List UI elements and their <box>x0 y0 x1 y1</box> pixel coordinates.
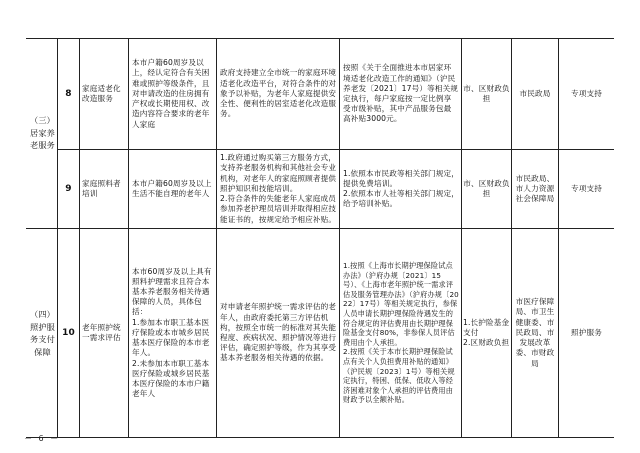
support-type: 专项支持 <box>571 183 602 193</box>
service-table <box>26 38 614 438</box>
row-number: 9 <box>65 183 72 194</box>
col-rule-8 <box>558 38 559 438</box>
funding-unit: 1.长护险基金支付 2.区财政负担 <box>463 317 510 348</box>
col-rule-4 <box>216 38 217 438</box>
funding-unit: 市、区财政负担 <box>463 178 510 198</box>
category-care-payment: （四）照护服务支付保障 <box>30 309 56 357</box>
service-name: 家庭照料者培训 <box>82 178 121 198</box>
support-type: 照护服务 <box>571 327 602 337</box>
responsible-dept: 市医疗保障局、市卫生健康委、市民政局、市发展改革委、市财政局 <box>515 297 555 368</box>
responsible-dept: 市民政局 <box>519 88 551 98</box>
service-name: 家庭适老化改造服务 <box>82 83 121 103</box>
page-number: － 6 － <box>24 434 61 443</box>
support-type: 专项支持 <box>571 88 602 98</box>
category-home-care: （三）居家养老服务 <box>30 115 56 151</box>
service-object: 本市60周岁及以上具有照料护理需求且符合本基本养老服务相关待遇保障的人员，具体包括： 1.参加本市职工基本医疗保险或本市城乡居民基本医疗保险的本市老年人。 2.未参加本市职工基本医疗保险或城乡居民基本医疗保险的本市户籍老年人 <box>132 266 212 399</box>
service-object: 本市户籍60周岁及以上，经认定符合有关困难或照护等级条件，且对申请改造的住房拥有产权或长期使用权、改造内容符合要求的老年人家庭 <box>132 58 210 129</box>
service-content: 政府支持建立全市统一的家庭环境适老化改造平台，对符合条件的对象予以补贴，为老年人家庭提供安全性、便利性的居室适老化改造服务。 <box>220 68 337 119</box>
col-rule-7 <box>511 38 512 438</box>
col-rule-5 <box>339 38 340 438</box>
service-standard: 1.按照《上海市长期护理保险试点办法》（沪府办规〔2021〕15号）、《上海市老年照护统一需求评估及服务管理办法》（沪府办规〔2022〕17号）等相关规定执行，参保人员申请长期护理保险待遇发生的符合规定的评估费用由长期护理保险基金支付80%，非参保人员评估费用由个人承担。 2.按照《关于本市长期护理保险试点有关个人负担费用补贴的通知》（沪民规〔2023〕1号）等相关规定执行，特困、低保、低收入等经济困难对象个人承担的评估费用由财政予以全额补贴。 <box>343 261 459 405</box>
col-rule-3 <box>128 38 129 438</box>
col-rule-2 <box>79 38 80 438</box>
service-content: 1.政府通过购买第三方服务方式，支持养老服务机构和其他社会专业机构，对老年人的家庭照顾者提供照护知识和技能培训。 2.符合条件的失能老年人家庭成员参加养老护理员培训并取得相应技能证书的，按规定给予相应补贴。 <box>220 153 337 224</box>
service-name: 老年照护统一需求评估 <box>82 322 121 342</box>
table-rule-bottom <box>26 437 614 438</box>
col-rule-6 <box>461 38 462 438</box>
funding-unit: 市、区财政负担 <box>463 83 510 103</box>
row-number: 8 <box>65 88 72 99</box>
responsible-dept: 市民政局、市人力资源社会保障局 <box>515 173 555 204</box>
service-content: 对申请老年照护统一需求评估的老年人，由政府委托第三方评估机构，按照全市统一的标准对其失能程度、疾病状况、照护情况等进行评估，确定照护等级，作为其享受基本养老服务相关待遇的依据。 <box>220 302 337 363</box>
row-number: 10 <box>62 327 75 338</box>
service-object: 本市户籍60周岁及以上生活不能自理的老年人 <box>132 178 212 198</box>
service-standard: 按照《关于全面推进本市居家环境适老化改造工作的通知》（沪民养老发〔2021〕17号）等相关规定执行，每户家庭按一定比例享受市级补贴，其中产品服务包最高补贴3000元。 <box>343 63 459 124</box>
service-standard: 1.依照本市民政等相关部门规定，提供免费培训。 2.依照本市人社等相关部门规定，给予培训补贴。 <box>343 168 459 209</box>
